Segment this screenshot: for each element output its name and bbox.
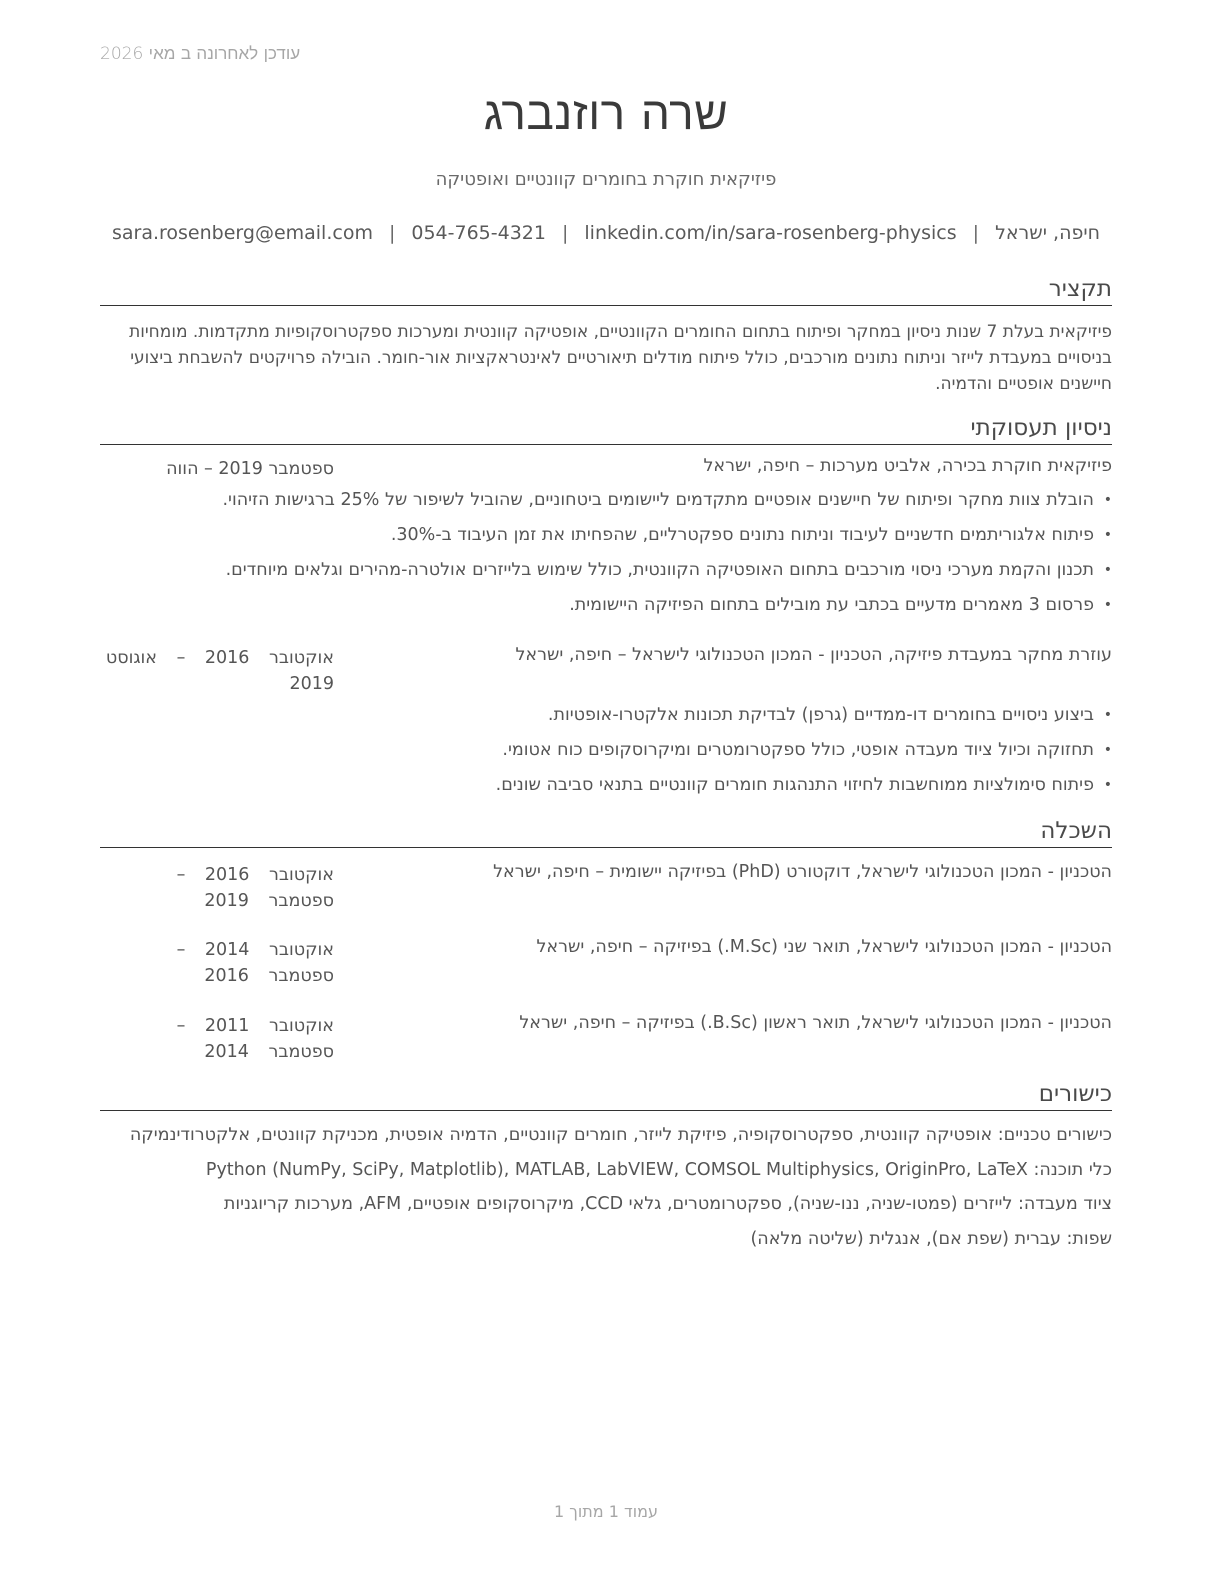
summary-text: פיזיקאית בעלת 7 שנות ניסיון במחקר ופיתוח בתחום החומרים הקוונטיים, אופטיקה קוונטית ומערכות ספקטרוסקופיות מתקדמות. מומחיות בניסויים במעבדת לייזר וניתוח נתונים מורכבים, כולל פיתוח מודלים תיאורטיים לאינטראקציות אור-חומר. הובילה פרויקטים להשבחת ביצועי חיישנים אופטיים והדמיה. (129, 322, 1112, 394)
contact-separator: | (972, 222, 980, 244)
degree-dates: אוקטובר 2011 – ספטמבר 2014 (176, 1016, 334, 1062)
list-item: • פיתוח סימולציות ממוחשבות לחיזוי התנהגות חומרים קוונטיים בתנאי סביבה שונים. (100, 768, 1112, 803)
degree: הטכניון - המכון הטכנולוגי לישראל, תואר ראשון (B.Sc.) בפיזיקה – חיפה, ישראל (519, 1013, 1112, 1033)
degree: הטכניון - המכון הטכנולוגי לישראל, תואר שני (M.Sc.) בפיזיקה – חיפה, ישראל (536, 937, 1112, 957)
education-entry (100, 937, 1112, 993)
contact-linkedin[interactable]: linkedin.com/in/sara-rosenberg-physics (584, 222, 957, 244)
job-dates: אוקטובר 2016 – אוגוסט 2019 (105, 648, 334, 694)
degree: הטכניון - המכון הטכנולוגי לישראל, דוקטורט (PhD) בפיזיקה יישומית – חיפה, ישראל (493, 862, 1112, 882)
list-item: • תכנון והקמת מערכי ניסוי מורכבים בתחום האופטיקה הקוונטית, כולל שימוש בלייזרים אולטרה-מהירים וגלאים מיוחדים. (100, 553, 1112, 588)
skills-languages: שפות: עברית (שפת אם), אנגלית (שליטה מלאה) (750, 1229, 1112, 1249)
education-entry (100, 1013, 1112, 1069)
job-bullets (100, 698, 1112, 803)
contact-separator: | (388, 222, 396, 244)
experience-entry (100, 456, 1112, 484)
education-heading: השכלה (100, 816, 1112, 848)
job-dates: ספטמבר 2019 – הווה (166, 459, 334, 479)
candidate-name: שרה רוזנברג (483, 86, 729, 140)
skills-lab-equipment: ציוד מעבדה: לייזרים (פמטו-שניה, ננו-שניה), ספקטרומטרים, גלאי CCD, מיקרוסקופים אופטיים, AFM, מערכות קריוגניות (223, 1194, 1112, 1214)
contact-phone[interactable]: 054-765-4321 (411, 222, 546, 244)
experience-heading: ניסיון תעסוקתי (100, 413, 1112, 445)
job-title: עוזרת מחקר במעבדת פיזיקה, הטכניון - המכון הטכנולוגי לישראל – חיפה, ישראל (515, 645, 1112, 665)
list-item: • הובלת צוות מחקר ופיתוח של חיישנים אופטיים מתקדמים ליישומים ביטחוניים, שהוביל לשיפור של 25% ברגישות הזיהוי. (100, 483, 1112, 518)
list-item: • ביצוע ניסויים בחומרים דו-ממדיים (גרפן) לבדיקת תכונות אלקטרו-אופטיות. (100, 698, 1112, 733)
contact-email[interactable]: sara.rosenberg@email.com (111, 222, 373, 244)
contact-line (100, 222, 1112, 244)
resume-page (100, 0, 1112, 1584)
list-item: • תחזוקה וכיול ציוד מעבדה אופטי, כולל ספקטרומטרים ומיקרוסקופים כוח אטומי. (100, 733, 1112, 768)
candidate-headline: פיזיקאית חוקרת בחומרים קוונטיים ואופטיקה (435, 169, 777, 190)
summary-heading: תקציר (100, 274, 1112, 306)
degree-dates: אוקטובר 2014 – ספטמבר 2016 (176, 940, 334, 986)
page-number: עמוד 1 מתוך 1 (554, 1502, 658, 1521)
list-item: • פיתוח אלגוריתמים חדשניים לעיבוד וניתוח נתונים ספקטרליים, שהפחיתו את זמן העיבוד ב-30%. (100, 518, 1112, 553)
contact-location: חיפה, ישראל (995, 222, 1101, 244)
skills-technical: כישורים טכניים: אופטיקה קוונטית, ספקטרוסקופיה, פיזיקת לייזר, חומרים קוונטיים, הדמיה אופטית, מכניקת קוונטים, אלקטרודינמיקה (129, 1125, 1112, 1145)
list-item: • פרסום 3 מאמרים מדעיים בכתבי עת מובילים בתחום הפיזיקה היישומית. (100, 588, 1112, 623)
job-title: פיזיקאית חוקרת בכירה, אלביט מערכות – חיפה, ישראל (703, 456, 1112, 476)
skills-software: כלי תוכנה: Python (NumPy, SciPy, Matplotlib), MATLAB, LabVIEW, COMSOL Multiphysics, OriginPro, LaTeX (205, 1160, 1112, 1180)
education-entry (100, 862, 1112, 918)
skills-heading: כישורים (100, 1079, 1112, 1111)
job-bullets (100, 483, 1112, 623)
degree-dates: אוקטובר 2016 – ספטמבר 2019 (176, 865, 334, 911)
experience-entry (100, 645, 1112, 701)
contact-separator: | (561, 222, 569, 244)
last-updated-note: עודכן לאחרונה ב מאי 2026 (100, 44, 301, 64)
